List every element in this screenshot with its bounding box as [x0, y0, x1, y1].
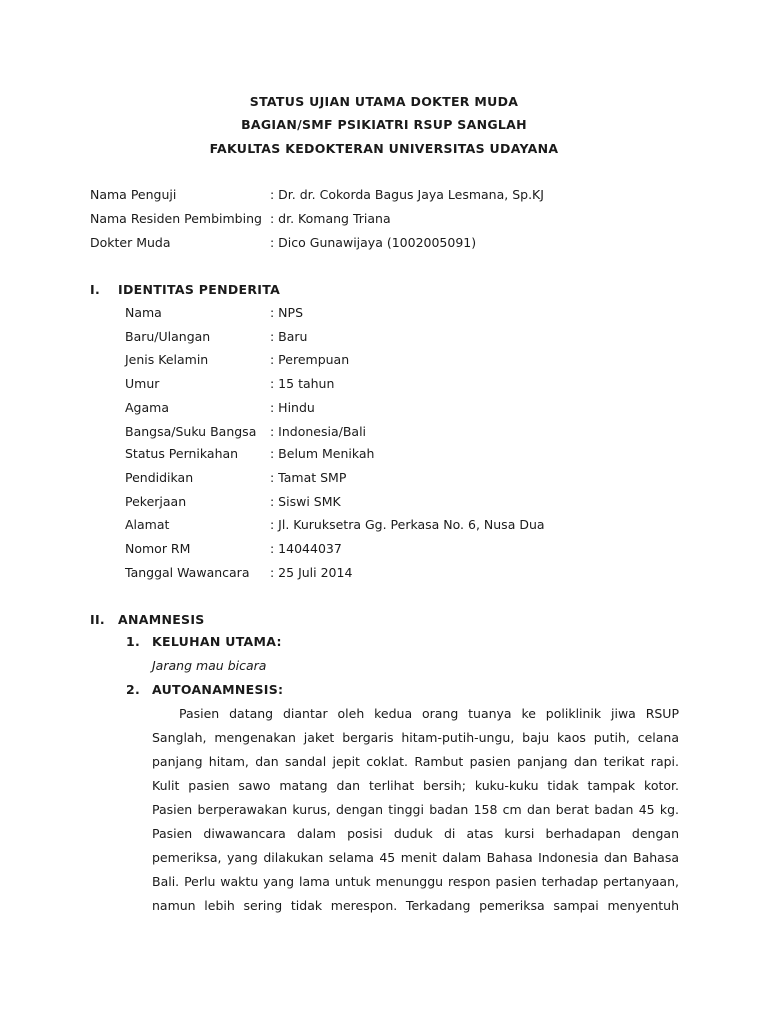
field-label-bangsa: Bangsa/Suku Bangsa	[125, 424, 257, 439]
field-label-jenis-kelamin: Jenis Kelamin	[125, 352, 209, 367]
paragraph-line: namun lebih sering tidak merespon. Terkadang pemeriksa sampai menyentuh	[152, 898, 679, 913]
field-label-nomor-rm: Nomor RM	[125, 541, 191, 556]
field-label-alamat: Alamat	[125, 517, 170, 532]
header-line-1: STATUS UJIAN UTAMA DOKTER MUDA	[249, 94, 519, 109]
section-2-title: ANAMNESIS	[118, 612, 205, 627]
section-2-number: II.	[90, 612, 105, 627]
field-value-umur: : 15 tahun	[270, 376, 335, 391]
field-value-nama: : NPS	[270, 305, 304, 320]
field-value-tanggal-wawancara: : 25 Juli 2014	[270, 565, 353, 580]
paragraph-line: pemeriksa, yang dilakukan selama 45 menit dalam Bahasa Indonesia dan Bahasa	[152, 850, 679, 865]
field-label-baru-ulangan: Baru/Ulangan	[125, 329, 211, 344]
field-value-pendidikan: : Tamat SMP	[270, 470, 347, 485]
field-label-tanggal-wawancara: Tanggal Wawancara	[125, 565, 250, 580]
paragraph-line: panjang hitam, dan sandal jepit coklat. Rambut pasien panjang dan terikat rapi.	[152, 754, 679, 769]
paragraph-line: Kulit pasien sawo matang dan terlihat bersih; kuku-kuku tidak tampak kotor.	[152, 778, 679, 793]
field-value-jenis-kelamin: : Perempuan	[270, 352, 350, 367]
field-value-nomor-rm: : 14044037	[270, 541, 342, 556]
autoanamnesis-paragraph	[152, 702, 679, 918]
subsection-2-title: AUTOANAMNESIS:	[152, 682, 284, 697]
subsection-1-title: KELUHAN UTAMA:	[152, 634, 282, 649]
info-label-residen: Nama Residen Pembimbing	[90, 211, 262, 226]
paragraph-line: Bali. Perlu waktu yang lama untuk menunggu respon pasien terhadap pertanyaan,	[152, 874, 679, 889]
field-value-bangsa: : Indonesia/Bali	[270, 424, 367, 439]
field-value-baru-ulangan: : Baru	[270, 329, 308, 344]
header-line-3: FAKULTAS KEDOKTERAN UNIVERSITAS UDAYANA	[209, 141, 559, 156]
paragraph-line: Pasien berperawakan kurus, dengan tinggi badan 158 cm dan berat badan 45 kg.	[152, 802, 679, 817]
field-value-status-pernikahan: : Belum Menikah	[270, 446, 375, 461]
info-value-dokter-muda: : Dico Gunawijaya (1002005091)	[270, 235, 477, 250]
paragraph-line: Pasien datang diantar oleh kedua orang tuanya ke poliklinik jiwa RSUP	[179, 706, 679, 721]
paragraph-line: Sanglah, mengenakan jaket bergaris hitam-putih-ungu, baju kaos putih, celana	[152, 730, 679, 745]
header-line-2: BAGIAN/SMF PSIKIATRI RSUP SANGLAH	[241, 117, 527, 132]
field-label-umur: Umur	[125, 376, 160, 391]
info-label-penguji: Nama Penguji	[90, 187, 177, 202]
field-label-status-pernikahan: Status Pernikahan	[125, 446, 239, 461]
subsection-2-number: 2.	[126, 682, 141, 697]
field-label-agama: Agama	[125, 400, 169, 415]
field-label-nama: Nama	[125, 305, 162, 320]
field-value-alamat: : Jl. Kuruksetra Gg. Perkasa No. 6, Nusa Dua	[270, 517, 545, 532]
field-label-pendidikan: Pendidikan	[125, 470, 194, 485]
field-value-agama: : Hindu	[270, 400, 315, 415]
section-1-number: I.	[90, 282, 100, 297]
info-value-penguji: : Dr. dr. Cokorda Bagus Jaya Lesmana, Sp.KJ	[270, 187, 544, 202]
section-1-title: IDENTITAS PENDERITA	[118, 282, 281, 297]
info-label-dokter-muda: Dokter Muda	[90, 235, 171, 250]
keluhan-utama-text: Jarang mau bicara	[152, 658, 267, 673]
info-value-residen: : dr. Komang Triana	[270, 211, 391, 226]
field-value-pekerjaan: : Siswi SMK	[270, 494, 341, 509]
field-label-pekerjaan: Pekerjaan	[125, 494, 187, 509]
subsection-1-number: 1.	[126, 634, 141, 649]
paragraph-line: Pasien diwawancara dalam posisi duduk di atas kursi berhadapan dengan	[152, 826, 679, 841]
